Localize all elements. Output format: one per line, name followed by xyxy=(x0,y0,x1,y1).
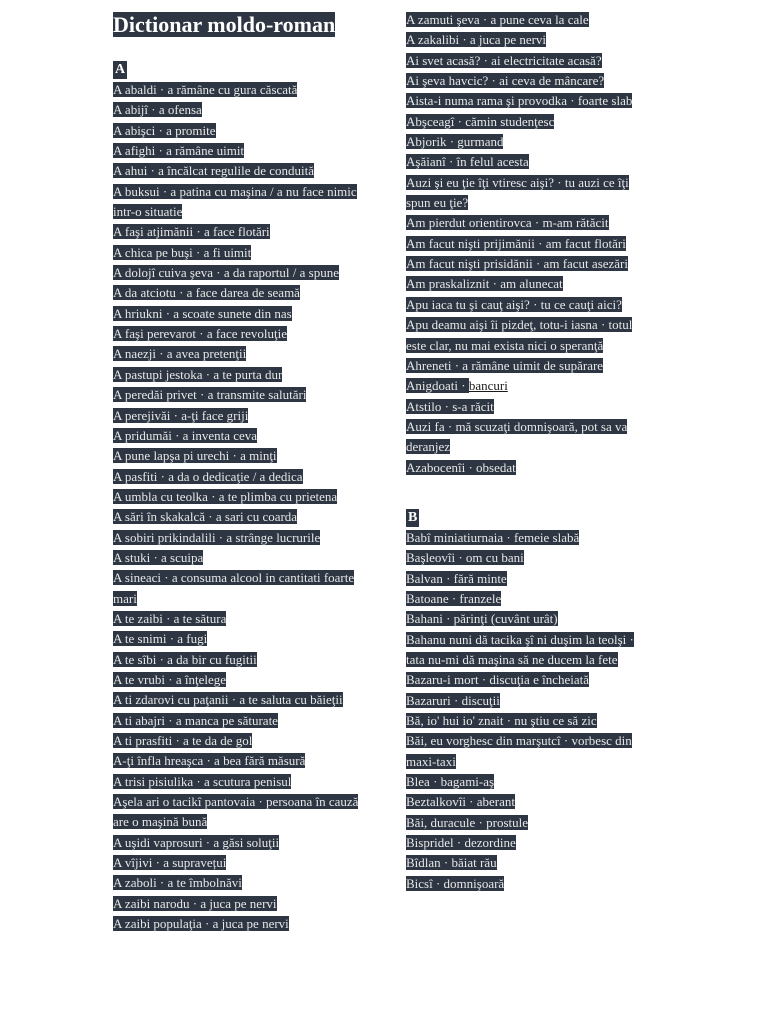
dictionary-entry xyxy=(406,315,651,356)
dictionary-entry xyxy=(406,397,651,417)
dictionary-entry xyxy=(406,295,651,315)
entry-text: Bîdlan · băiat rău xyxy=(406,855,497,871)
dictionary-entry xyxy=(113,487,363,507)
dictionary-entry xyxy=(406,71,651,91)
dictionary-entry xyxy=(406,711,651,731)
entry-text: A abaldi · a rămâne cu gura căscată xyxy=(113,82,298,97)
entry-text: Apu deamu aişi îi pizdeţ, totu-i iasna · totul este clar, nu mai exista nici o speranţă xyxy=(406,317,633,353)
dictionary-entry xyxy=(406,10,651,30)
entry-list-a-continued xyxy=(406,10,651,478)
dictionary-entry xyxy=(113,222,363,242)
entry-text: A peredăi privet · a transmite salutări xyxy=(113,387,307,403)
entry-text: Aşela ari o tacikî pantovaia · persoana în cauză are o maşină bună xyxy=(113,794,359,830)
dictionary-entry xyxy=(113,894,363,914)
dictionary-entry xyxy=(113,731,363,751)
entry-text: A naezji · a avea pretenţii xyxy=(113,346,247,362)
entry-text: A dolojî cuiva şeva · a da raportul / a spune xyxy=(113,265,339,281)
entry-text: Abjorik · gurmand xyxy=(406,134,504,150)
entry-text: A da atciotu · a face darea de seamă xyxy=(113,285,300,301)
dictionary-entry xyxy=(113,914,363,934)
dictionary-entry xyxy=(406,376,651,396)
dictionary-entry xyxy=(406,670,651,690)
dictionary-entry xyxy=(113,121,363,141)
entry-text: Anigdoati · bancuri xyxy=(406,378,508,394)
dictionary-entry xyxy=(113,304,363,324)
entry-text: A sineaci · a consuma alcool in cantitati foarte mari xyxy=(113,570,355,606)
entry-text: A abişci · a promite xyxy=(113,122,216,138)
dictionary-entry xyxy=(406,30,651,50)
dictionary-entry xyxy=(113,507,363,527)
entry-text: A vîjivi · a supravețui xyxy=(113,855,227,871)
entry-text: A te sîbi · a da bir cu fugitii xyxy=(113,651,257,667)
section-letter-a: A xyxy=(115,62,126,77)
entry-text: A perejivăi · a-ţi face griji xyxy=(113,407,249,423)
entry-text: A sobiri prikindalili · a strânge lucrurile xyxy=(113,529,321,545)
dictionary-entry xyxy=(113,243,363,263)
dictionary-entry xyxy=(113,833,363,853)
entry-list-b xyxy=(406,528,651,894)
dictionary-entry xyxy=(406,772,651,792)
entry-text: Babî miniatiurnaia · femeie slabă xyxy=(406,529,580,545)
entry-text: Bahanu nuni dă tacika şî ni duşim la teolşi · tata nu-mi dă maşina să ne ducem la fete xyxy=(406,631,634,667)
dictionary-entry xyxy=(406,274,651,294)
dictionary-entry xyxy=(113,344,363,364)
dictionary-entry xyxy=(406,569,651,589)
entry-text: A hriukni · a scoate sunete din nas xyxy=(113,305,292,321)
entry-text: Bă, io' hui io' znait · nu ştiu ce să zic xyxy=(406,713,597,728)
dictionary-entry xyxy=(113,873,363,893)
right-column xyxy=(406,10,651,894)
entry-text: A faşi atjimănii · a face flotări xyxy=(113,224,270,240)
dictionary-entry xyxy=(406,833,651,853)
dictionary-entry xyxy=(113,568,363,609)
entry-text: Bicsî · domnişoară xyxy=(406,875,505,891)
dictionary-entry xyxy=(406,112,651,132)
dictionary-entry xyxy=(406,874,651,894)
entry-text: Batoane · franzele xyxy=(406,590,502,606)
entry-text: Auzi fa · mă scuzaţi domnişoară, pot sa va deranjez xyxy=(406,418,628,455)
dictionary-entry xyxy=(113,141,363,161)
entry-text: Ai svet acasă? · ai electricitate acasă? xyxy=(406,52,602,68)
entry-text: A abijî · a ofensa xyxy=(113,102,202,118)
dictionary-entry xyxy=(406,853,651,873)
dictionary-entry xyxy=(406,691,651,711)
document-title: Dictionar moldo-roman xyxy=(113,12,336,37)
entry-text: Aşăianî · în felul acesta xyxy=(406,154,529,170)
dictionary-entry xyxy=(406,630,651,671)
dictionary-entry xyxy=(406,731,651,772)
dictionary-entry xyxy=(406,132,651,152)
dictionary-entry xyxy=(113,772,363,792)
dictionary-entry xyxy=(113,446,363,466)
dictionary-entry xyxy=(113,467,363,487)
section-a-header xyxy=(113,60,363,80)
dictionary-entry xyxy=(406,234,651,254)
entry-text: Bispridel · dezordine xyxy=(406,835,516,851)
section-spacer xyxy=(406,478,651,500)
dictionary-entry xyxy=(113,426,363,446)
entry-text: Bahani · părinţi (cuvânt urât) xyxy=(406,611,558,627)
dictionary-entry xyxy=(113,283,363,303)
entry-list-a xyxy=(113,80,363,934)
dictionary-entry xyxy=(113,406,363,426)
dictionary-entry xyxy=(113,182,363,223)
dictionary-entry xyxy=(406,152,651,172)
dictionary-entry xyxy=(406,51,651,71)
entry-text: A zaboli · a te îmbolnăvi xyxy=(113,875,242,891)
entry-text: Băi, duracule · prostule xyxy=(406,814,529,830)
entry-text: A zaibi narodu · a juca pe nervi xyxy=(113,895,277,911)
entry-text: Abşceagî · cămin studenţesc xyxy=(406,113,555,129)
entry-text: Başleovîi · om cu bani xyxy=(406,550,524,566)
entry-text: A te snimi · a fugi xyxy=(113,631,208,647)
entry-text: Auzi şi eu ţie îţi vtiresc aişi? · tu auzi ce îţi spun eu ţie? xyxy=(406,174,629,211)
entry-text: A uşidi vaprosuri · a găsi soluţii xyxy=(113,834,280,850)
section-b-header xyxy=(406,508,651,528)
entry-text: Bazaru-i mort · discuţia e încheiată xyxy=(406,672,590,688)
entry-text: A chica pe buşi · a fi uimit xyxy=(113,244,252,260)
entry-text: Ai şeva havcic? · ai ceva de mâncare? xyxy=(406,73,605,89)
entry-text: A zakalibi · a juca pe nervi xyxy=(406,32,547,48)
entry-text: Atstilo · s-a răcit xyxy=(406,398,494,414)
dictionary-entry xyxy=(113,365,363,385)
dictionary-entry xyxy=(113,528,363,548)
dictionary-entry xyxy=(406,813,651,833)
entry-text: A pune lapşa pi urechi · a minţi xyxy=(113,448,277,464)
dictionary-entry xyxy=(113,792,363,833)
entry-text: Am facut nişti prijimănii · am facut flotări xyxy=(406,235,626,251)
dictionary-entry xyxy=(113,609,363,629)
dictionary-entry xyxy=(113,80,363,100)
title-block xyxy=(113,10,363,52)
entry-text: A buksui · a patina cu maşina / a nu face nimic intr-o situatie xyxy=(113,183,357,220)
entry-text: Blea · bagami-aş xyxy=(406,774,495,790)
bancuri-link[interactable]: bancuri xyxy=(468,378,508,394)
dictionary-entry xyxy=(406,91,651,111)
dictionary-entry xyxy=(406,213,651,233)
entry-text: Balvan · fără minte xyxy=(406,570,507,586)
dictionary-entry xyxy=(113,751,363,771)
entry-text: A ti abajri · a manca pe săturate xyxy=(113,712,278,728)
dictionary-entry xyxy=(406,417,651,458)
entry-text: A stuki · a scuipa xyxy=(113,549,204,565)
entry-text: A umbla cu teolka · a te plimba cu prietena xyxy=(113,488,338,504)
entry-text: Apu iaca tu şi cauţ aişi? · tu ce cauţi aici? xyxy=(406,296,622,312)
dictionary-entry xyxy=(406,356,651,376)
dictionary-entry xyxy=(406,589,651,609)
entry-text: Bazaruri · discuţii xyxy=(406,692,500,708)
dictionary-entry xyxy=(113,263,363,283)
entry-text: A afighi · a rămâne uimit xyxy=(113,143,245,159)
dictionary-entry xyxy=(113,385,363,405)
dictionary-entry xyxy=(113,853,363,873)
dictionary-entry xyxy=(406,173,651,214)
entry-text: A faşi perevarot · a face revoluţie xyxy=(113,326,287,342)
entry-text: A ti prasfiti · a te da de gol xyxy=(113,733,253,748)
entry-text: Am praskaliznit · am alunecat xyxy=(406,276,563,292)
entry-text: A zaibi populaţia · a juca pe nervi xyxy=(113,916,289,932)
entry-text: Băi, eu vorghesc din marşutcî · vorbesc din maxi-taxi xyxy=(406,733,632,769)
entry-text: A te vrubi · a înţelege xyxy=(113,671,226,687)
dictionary-entry xyxy=(113,161,363,181)
entry-text: Ahreneti · a rămâne uimit de supărare xyxy=(406,357,604,373)
dictionary-entry xyxy=(113,629,363,649)
dictionary-entry xyxy=(113,100,363,120)
entry-text: Aista-i numa rama şi provodka · foarte slab xyxy=(406,93,633,109)
entry-text: A ti zdarovi cu paţanii · a te saluta cu băieţii xyxy=(113,692,343,708)
entry-text: A pridumăi · a inventa ceva xyxy=(113,427,258,443)
entry-text: Azabocenîi · obsedat xyxy=(406,459,516,475)
dictionary-entry xyxy=(406,528,651,548)
dictionary-entry xyxy=(113,670,363,690)
section-letter-b: B xyxy=(408,509,418,525)
dictionary-entry xyxy=(406,548,651,568)
dictionary-entry xyxy=(406,609,651,629)
entry-text: Beztalkovîi · aberant xyxy=(406,794,516,810)
entry-text: A pasfiti · a da o dedicaţie / a dedica xyxy=(113,468,303,484)
left-column xyxy=(113,10,363,934)
dictionary-entry xyxy=(113,711,363,731)
entry-text: A-ţi înfla hreaşca · a bea fără măsură xyxy=(113,753,306,769)
entry-text: Am pierdut orientirovca · m-am rătăcit xyxy=(406,215,609,231)
entry-text: A sări în skakalcă · a sari cu coarda xyxy=(113,509,298,525)
entry-text: A ahui · a încălcat regulile de conduită xyxy=(113,163,315,179)
dictionary-entry xyxy=(113,548,363,568)
dictionary-entry xyxy=(113,650,363,670)
dictionary-entry xyxy=(113,324,363,344)
dictionary-entry xyxy=(406,792,651,812)
entry-text: Am facut nişti prisidănii · am facut aseză​ri xyxy=(406,256,629,272)
dictionary-entry xyxy=(406,458,651,478)
dictionary-entry xyxy=(406,254,651,274)
entry-text: A zamuti şeva · a pune ceva la cale xyxy=(406,12,589,27)
dictionary-entry xyxy=(113,690,363,710)
entry-text: A trisi pisiulika · a scutura penisul xyxy=(113,773,292,789)
entry-text: A pastupi jestoka · a te purta dur xyxy=(113,366,283,382)
entry-text: A te zaibi · a te sătura xyxy=(113,610,227,626)
